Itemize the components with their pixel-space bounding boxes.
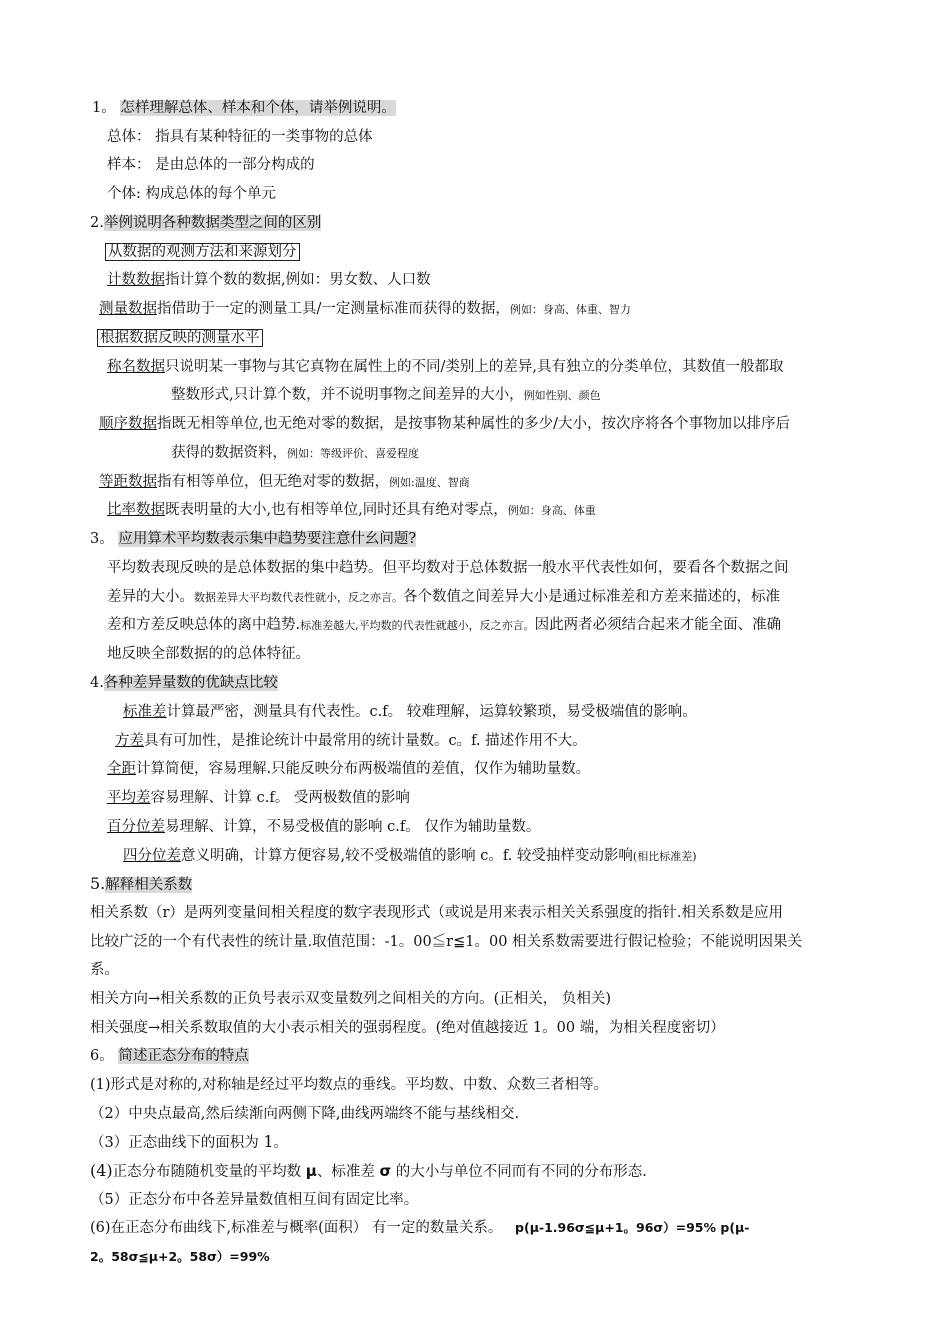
q2-box-observation [105, 241, 300, 263]
nominal-data-example: 例如性别、颜色 [523, 389, 601, 402]
measure-data-term: 测量数据 [99, 301, 157, 317]
sigma-symbol: σ [379, 1162, 392, 1180]
nominal-data-text2: 整数形式,只计算个数，并不说明事物之间差异的大小， [171, 387, 524, 403]
interval-data-term: 等距数据 [99, 474, 157, 490]
ordinal-data-text: 指既无相等单位,也无绝对零的数据，是按事物某种属性的多少/大小，按次序将各个事物加以排序后 [157, 416, 790, 432]
ratio-data-term: 比率数据 [107, 502, 165, 518]
q3-heading [90, 528, 416, 550]
mean-deviation-line [107, 787, 410, 809]
q6-item3-end: 。 [273, 1135, 289, 1151]
measure-data-line [99, 298, 631, 321]
q6-item4-number: (4) [90, 1161, 113, 1180]
measure-data-text: 指借助于一定的测量工具/一定测量标准而获得的数据， [157, 301, 510, 317]
nominal-data-term: 称名数据 [107, 359, 165, 375]
q1-title: 怎样理解总体、样本和个体，请举例说明。 [120, 100, 396, 116]
quartile-deviation-note: (相比标准差) [632, 850, 697, 863]
q6-item1: (1)形式是对称的,对称轴是经过平均数点的垂线。平均数、中数、众数三者相等。 [90, 1077, 609, 1093]
interval-data-line [99, 471, 470, 494]
q5-direction: 相关方向→相关系数的正负号表示双变量数列之间相关的方向。(正相关， 负相关) [90, 991, 612, 1007]
interval-data-example: 例如:温度、智商 [389, 476, 470, 489]
range-term: 全距 [107, 761, 136, 777]
q5-heading [90, 873, 192, 896]
q3-paragraph-line3 [107, 614, 781, 637]
q2-heading [90, 212, 321, 234]
variance-term: 方差 [115, 733, 144, 749]
sd-text: 计算最严密，测量具有代表性。c.f。 较难理解，运算较繁琐，易受极端值的影响。 [166, 704, 697, 720]
q5-title: 解释相关系数 [105, 877, 193, 893]
q3-text-d: 因此两者必须结合起来才能全面、准确 [534, 617, 782, 633]
q3-title: 应用算术平均数表示集中趋势要注意什幺问题? [118, 531, 417, 547]
level-box-label: 根据数据反映的测量水平 [97, 329, 263, 347]
sample-label: 样本： [107, 157, 151, 173]
percentile-range-text: 易理解、计算，不易受极值的影响 c.f。 仅作为辅助量数。 [165, 819, 541, 835]
quartile-deviation-text: 意义明确，计算方便容易,较不受极端值的影响 c。f. 较受抽样变动影响 [181, 848, 633, 864]
q6-item4-text-c: 的大小与单位不同而有不同的分布形态. [391, 1164, 647, 1180]
ordinal-data-line [99, 413, 790, 435]
observation-box-label: 从数据的观测方法和来源划分 [105, 243, 300, 261]
q4-title: 各种差异量数的优缺点比较 [103, 675, 278, 691]
q3-text-b: 各个数值之间差异大小是通过标准差和方差来描述的，标准 [403, 589, 780, 605]
q6-item3-value: 1 [263, 1132, 274, 1151]
range-line [107, 758, 590, 780]
q4-heading [90, 672, 278, 694]
q5-paragraph-line2: 比较广泛的一个有代表性的统计量.取值范围：-1。00≦r≦1。00 相关系数需要进行假记检验；不能说明因果关 [90, 934, 803, 950]
variance-text: 具有可加性，是推论统计中最常用的统计量数。c。f. 描述作用不大。 [144, 733, 587, 749]
ratio-data-text: 既表明量的大小,也有相等单位,同时还具有绝对零点， [165, 502, 508, 518]
sd-term: 标准差 [123, 704, 167, 720]
mu-symbol: μ [305, 1162, 317, 1180]
ordinal-data-term: 顺序数据 [99, 416, 157, 432]
q2-title: 举例说明各种数据类型之间的区别 [103, 215, 322, 231]
q2-box-level [97, 327, 263, 349]
q6-number: 6。 [90, 1048, 114, 1064]
q5-paragraph-line3: 系。 [90, 962, 119, 978]
quartile-deviation-term: 四分位差 [123, 848, 181, 864]
q3-text-a: 差异的大小。 [107, 589, 194, 605]
nominal-data-text: 只说明某一事物与其它真物在属性上的不同/类别上的差异,具有独立的分类单位，其数值一般都取 [165, 359, 784, 375]
q3-text-c: 差和方差反映总体的离中趋势. [107, 617, 301, 633]
q3-note-a: 数据差异大平均数代表性就小，反之亦言。 [194, 591, 403, 604]
q6-item3 [90, 1131, 288, 1154]
q5-strength: 相关强度→相关系数取值的大小表示相关的强弱程度。(绝对值越接近 1。00 端，为相关程度密切） [90, 1020, 725, 1036]
q1-population [107, 126, 373, 148]
q5-number: 5. [90, 874, 106, 893]
q6-item4 [90, 1160, 647, 1183]
measure-data-example: 例如：身高、体重、智力 [509, 303, 631, 316]
q1-sample [107, 154, 315, 176]
ratio-data-line [107, 499, 596, 522]
quartile-deviation-line [123, 845, 697, 868]
q6-item6 [90, 1217, 749, 1239]
q6-item5: （5）正态分布中各差异量数值相互间有固定比率。 [90, 1192, 419, 1208]
q3-note-b: 标准差越大,平均数的代表性就越小，反之亦言。 [300, 619, 535, 632]
ordinal-data-text2: 获得的数据资料， [171, 445, 287, 461]
count-data-line [107, 269, 431, 291]
q6-item6-text: (6)在正态分布曲线下,标准差与概率(面积） 有一定的数量关系。 [90, 1220, 503, 1236]
q6-item4-text-b: 、标准差 [316, 1164, 380, 1180]
q3-number: 3。 [90, 531, 114, 547]
q1-individual: 个体: 构成总体的每个单元 [107, 186, 276, 202]
q6-title: 简述正态分布的特点 [118, 1048, 249, 1064]
q5-paragraph-line1: 相关系数（r）是两列变量间相关程度的数字表现形式（或说是用来表示相关关系强度的指针.相关系数是应用 [90, 905, 784, 921]
sample-text: 是由总体的一部分构成的 [155, 157, 315, 173]
population-text: 指具有某种特征的一类事物的总体 [155, 129, 373, 145]
count-data-term: 计数数据 [107, 272, 165, 288]
percentile-range-line [107, 816, 540, 838]
q6-item4-text-a: 正态分布随随机变量的平均数 [112, 1164, 306, 1180]
range-text: 计算简便，容易理解.只能反映分布两极端值的差值，仅作为辅助量数。 [136, 761, 591, 777]
mean-deviation-term: 平均差 [107, 790, 151, 806]
q6-heading [90, 1045, 249, 1067]
nominal-data-line2 [171, 384, 601, 407]
population-label: 总体： [107, 129, 151, 145]
q6-item2: （2）中央点最高,然后续渐向两侧下降,曲线两端终不能与基线相交. [90, 1106, 520, 1122]
mean-deviation-text: 容易理解、计算 c.f。 受两极数值的影响 [150, 790, 410, 806]
q3-paragraph-line4: 地反映全部数据的的总体特征。 [107, 646, 310, 662]
q2-number: 2. [90, 215, 104, 231]
ordinal-data-example: 例如：等级评价、喜爱程度 [287, 447, 419, 460]
count-data-text: 指计算个数的数据,例如：男女数、人口数 [165, 272, 431, 288]
ratio-data-example: 例如：身高、体重 [507, 504, 596, 517]
q3-paragraph-line2 [107, 586, 780, 609]
formula-99: 2。58σ≦μ+2。58σ）=99% [90, 1249, 270, 1264]
q3-paragraph-line1: 平均数表现反映的是总体数据的集中趋势。但平均数对于总体数据一般水平代表性如何，要看各个数据之间 [107, 560, 789, 576]
sd-line [123, 701, 697, 723]
q6-item6-formula-line2 [90, 1246, 270, 1268]
q1-number: 1。 [92, 100, 116, 116]
interval-data-text: 指有相等单位，但无绝对零的数据， [157, 474, 389, 490]
nominal-data-line [107, 356, 784, 378]
q4-number: 4. [90, 675, 104, 691]
variance-line [115, 730, 587, 752]
ordinal-data-line2 [171, 442, 419, 465]
formula-95: p(μ-1.96σ≦μ+1。96σ）=95% p(μ- [515, 1220, 750, 1235]
percentile-range-term: 百分位差 [107, 819, 165, 835]
q1-heading [92, 97, 396, 119]
q6-item3-text: （3）正态曲线下的面积为 [90, 1135, 264, 1151]
